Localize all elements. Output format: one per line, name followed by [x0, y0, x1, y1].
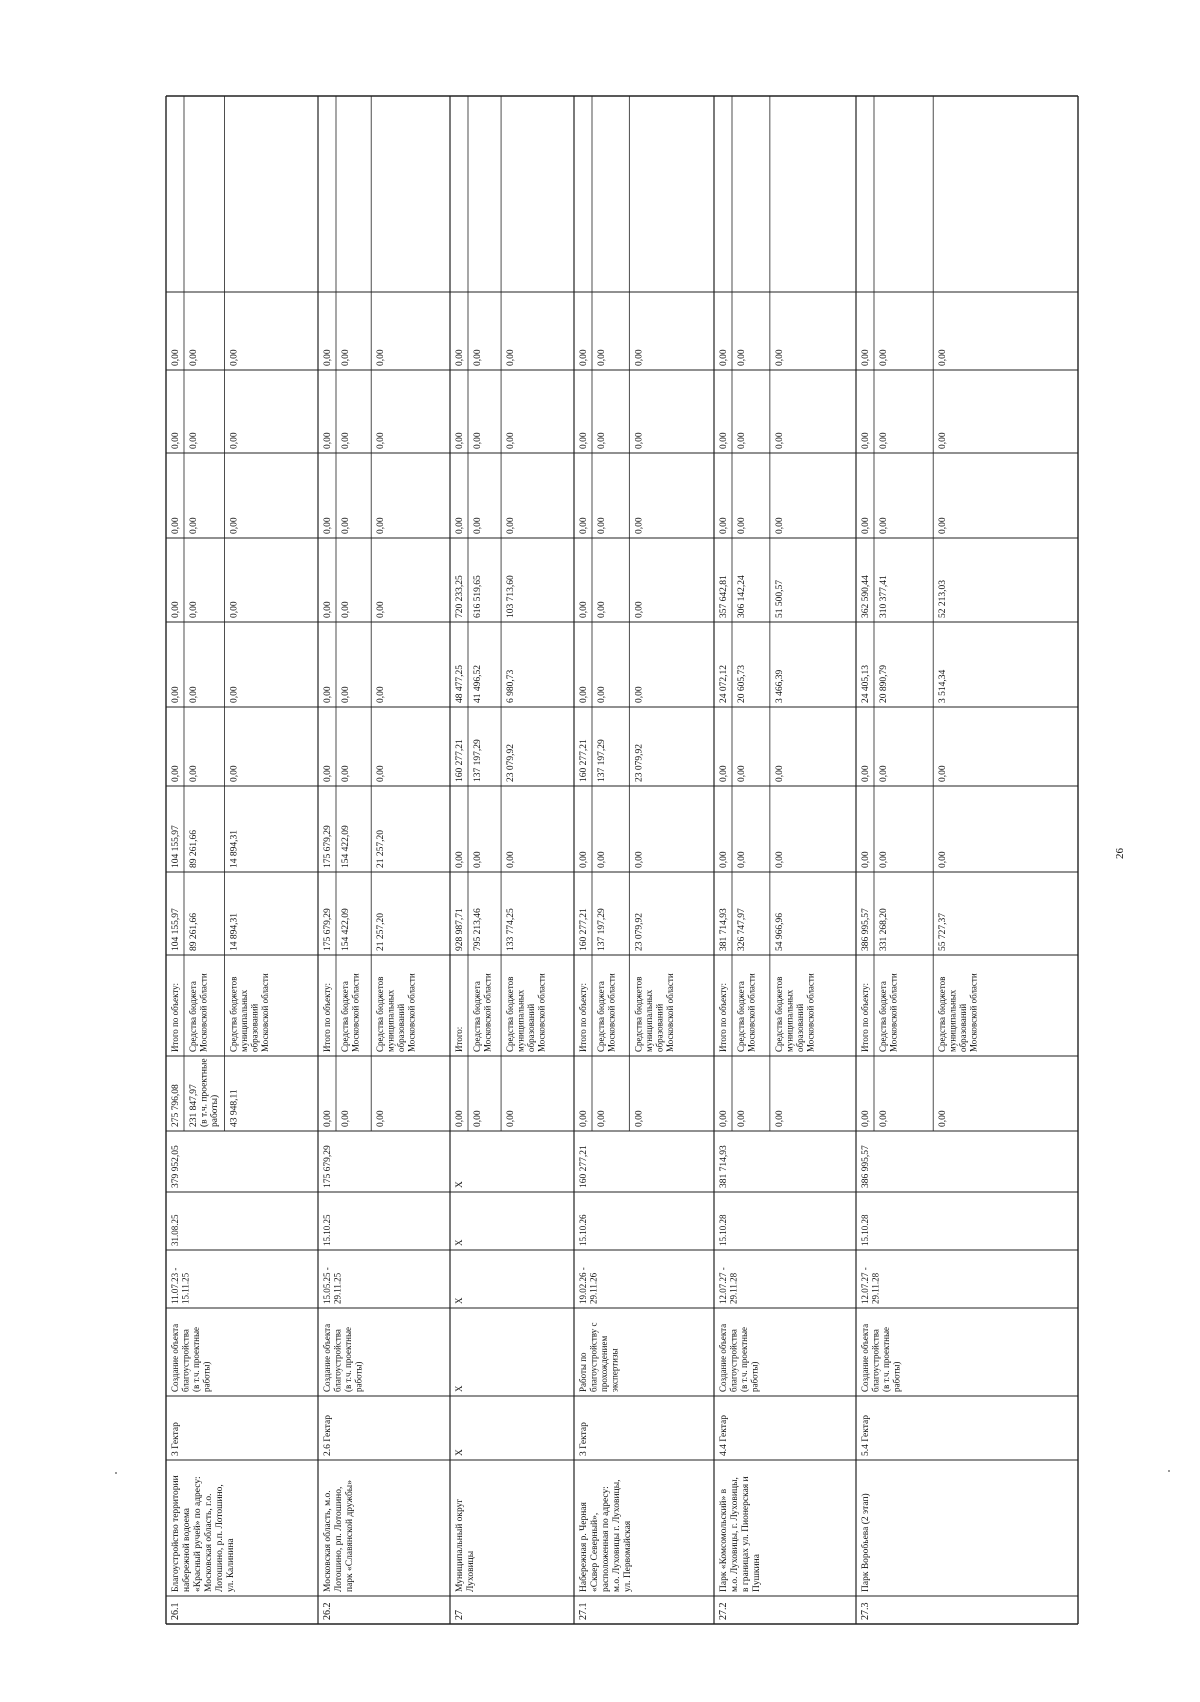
amount-cell: 0,00: [473, 517, 483, 534]
work-type: X: [454, 1385, 464, 1392]
price-limit: X: [455, 1181, 465, 1188]
amount-cell: 0,00: [323, 686, 333, 703]
work-type: Создание объектаблагоустройства(в т.ч. проектныеработы): [718, 1323, 760, 1392]
amount-cell: 14 894,31: [229, 830, 240, 868]
amount-cell: 103 713,60: [506, 575, 517, 618]
amount-cell: 24 405,13: [861, 665, 871, 703]
amount-cell: 23 079,92: [634, 744, 645, 782]
price-limit: 381 714,93: [719, 1145, 729, 1188]
work-type: Создание объектаблагоустройства(в т.ч. проектныеработы): [170, 1323, 212, 1392]
amount-cell: 362 590,44: [861, 575, 871, 618]
amount-cell: 160 277,21: [579, 908, 589, 951]
amount-cell: 23 079,92: [506, 744, 517, 782]
amount-cell: 616 519,65: [473, 575, 483, 618]
amount-cell: 310 377,41: [879, 575, 889, 618]
amount-cell: 0,00: [376, 517, 387, 534]
amount-cell: 55 727,37: [938, 913, 949, 951]
work-period: 12.07.27 -29.11.28: [860, 1267, 881, 1304]
amount-cell: 3 514,34: [938, 669, 949, 703]
amount-cell: 89 261,66: [189, 830, 199, 868]
amount-cell: 24 072,12: [719, 665, 729, 703]
funding-source: Средства бюджетовмуниципальныхобразованийМосковской области: [228, 973, 271, 1052]
amount-cell: 0,00: [634, 349, 645, 366]
amount-cell: 0,00: [323, 432, 333, 449]
price-limit: 386 995,57: [861, 1145, 871, 1188]
amount-cell: 0,00: [506, 432, 517, 449]
amount-cell: 0,00: [861, 517, 871, 534]
amount-cell: 0,00: [579, 601, 589, 618]
amount-cell: 0,00: [229, 601, 240, 618]
amount-cell: 0,00: [719, 432, 729, 449]
amount-cell: 0,00: [938, 517, 949, 534]
row-number: 27.1: [578, 1602, 589, 1620]
row-number: 26.1: [170, 1602, 181, 1620]
amount-cell: 0,00: [376, 601, 387, 618]
work-period: X: [454, 1297, 464, 1304]
amount-cell: 21 257,20: [376, 913, 387, 951]
amount-cell: 0,00: [879, 432, 889, 449]
amount-cell: 0,00: [506, 851, 517, 868]
amount-cell: 0,00: [634, 686, 645, 703]
budget-part-value: 0,00: [861, 1110, 871, 1127]
amount-cell: 0,00: [774, 432, 785, 449]
price-limit: 175 679,29: [323, 1145, 333, 1188]
object-name: Набережная р. Черная«Сквер Северный»,расположенная по адресу:м.о. Луховицы г. Луховицы,ул. Первомайская: [579, 1479, 633, 1592]
amount-cell: 0,00: [719, 517, 729, 534]
amount-cell: 0,00: [455, 349, 465, 366]
amount-cell: 0,00: [229, 349, 240, 366]
amount-cell: 0,00: [171, 432, 181, 449]
amount-cell: 0,00: [341, 686, 351, 703]
amount-cell: 0,00: [938, 851, 949, 868]
scan-speck: [1168, 1470, 1170, 1472]
deadline: 15.10.28: [718, 1214, 728, 1246]
amount-cell: 0,00: [341, 765, 351, 782]
amount-cell: 0,00: [597, 517, 607, 534]
budget-part-value: 0,00: [579, 1110, 589, 1127]
budget-part-value: 0,00: [719, 1110, 729, 1127]
amount-cell: 0,00: [376, 686, 387, 703]
price-limit: 379 952,05: [171, 1145, 181, 1188]
amount-cell: 0,00: [376, 349, 387, 366]
amount-cell: 0,00: [341, 432, 351, 449]
capacity: 3 Гектар: [171, 1422, 181, 1456]
budget-part-value: 0,00: [341, 1110, 351, 1127]
amount-cell: 0,00: [634, 517, 645, 534]
funding-source: Средства бюджетаМосковской области: [188, 973, 209, 1052]
amount-cell: 0,00: [189, 686, 199, 703]
amount-cell: 0,00: [171, 601, 181, 618]
funding-source: Средства бюджетовмуниципальныхобразованийМосковской области: [505, 973, 547, 1052]
capacity: X: [455, 1449, 465, 1456]
amount-cell: 0,00: [861, 432, 871, 449]
budget-part-value: 0,00: [506, 1110, 517, 1127]
deadline: 15.10.25: [322, 1214, 332, 1246]
funding-source: Средства бюджетовмуниципальныхобразованийМосковской области: [937, 973, 979, 1052]
amount-cell: 0,00: [579, 686, 589, 703]
amount-cell: 0,00: [861, 851, 871, 868]
row-number: 27.3: [860, 1602, 871, 1620]
funding-source: Средства бюджетаМосковской области: [736, 973, 757, 1052]
work-period: 12.07.27 -29.11.28: [718, 1267, 739, 1304]
deadline: 31.08.25: [170, 1214, 180, 1246]
amount-cell: 0,00: [189, 517, 199, 534]
amount-cell: 0,00: [938, 765, 949, 782]
amount-cell: 0,00: [506, 517, 517, 534]
amount-cell: 0,00: [473, 432, 483, 449]
budget-part-value: 0,00: [879, 1110, 889, 1127]
amount-cell: 0,00: [774, 517, 785, 534]
object-name: Парк «Комсомольский» вм.о. Луховицы, г. Луховицы,в границах ул. Пионерская иПушкина: [719, 1476, 762, 1592]
amount-cell: 48 477,25: [455, 665, 465, 703]
amount-cell: 6 980,73: [506, 669, 517, 703]
deadline: X: [454, 1239, 464, 1246]
work-type: Работы поблагоустройству спрохождениемэкспертизы: [578, 1322, 620, 1392]
amount-cell: 20 890,79: [879, 665, 889, 703]
amount-cell: 0,00: [879, 349, 889, 366]
amount-cell: 0,00: [341, 601, 351, 618]
amount-cell: 104 155,97: [171, 825, 181, 868]
amount-cell: 0,00: [579, 432, 589, 449]
amount-cell: 326 747,97: [737, 908, 747, 951]
amount-cell: 133 774,25: [506, 908, 517, 951]
amount-cell: 154 422,09: [341, 825, 351, 868]
amount-cell: 0,00: [171, 349, 181, 366]
amount-cell: 52 213,03: [938, 580, 949, 618]
amount-cell: 0,00: [861, 349, 871, 366]
amount-cell: 0,00: [879, 851, 889, 868]
amount-cell: 386 995,57: [861, 908, 871, 951]
amount-cell: 154 422,09: [341, 908, 351, 951]
object-name: Муниципальный округЛуховицы: [455, 1498, 476, 1592]
work-period: 19.02.26 -29.11.26: [578, 1267, 599, 1304]
amount-cell: 0,00: [171, 765, 181, 782]
amount-cell: 0,00: [579, 517, 589, 534]
amount-cell: 0,00: [189, 349, 199, 366]
amount-cell: 137 197,29: [597, 908, 607, 951]
funding-source: Средства бюджетовмуниципальныхобразованийМосковской области: [375, 973, 417, 1052]
work-period: 11.07.23 -15.11.25: [170, 1267, 191, 1304]
amount-cell: 0,00: [597, 349, 607, 366]
amount-cell: 0,00: [634, 601, 645, 618]
row-number: 27: [454, 1610, 465, 1620]
amount-cell: 0,00: [323, 517, 333, 534]
amount-cell: 0,00: [774, 851, 785, 868]
amount-cell: 54 966,96: [774, 913, 785, 951]
capacity: 5.4 Гектар: [861, 1415, 871, 1456]
amount-cell: 175 679,29: [323, 825, 333, 868]
amount-cell: 160 277,21: [455, 739, 465, 782]
object-name: Московская область, м.о.Лотошино, рп. Лотошино,парк «Славянской дружбы»: [323, 1480, 355, 1592]
amount-cell: 331 268,20: [879, 908, 889, 951]
funding-source: Средства бюджетаМосковской области: [596, 973, 617, 1052]
budget-part-value: 0,00: [737, 1110, 747, 1127]
amount-cell: 0,00: [737, 432, 747, 449]
amount-cell: 0,00: [189, 765, 199, 782]
amount-cell: 0,00: [737, 765, 747, 782]
amount-cell: 0,00: [376, 765, 387, 782]
funding-source: Средства бюджетаМосковской области: [878, 973, 899, 1052]
amount-cell: 0,00: [229, 432, 240, 449]
funding-source: Итого по объекту:: [322, 982, 332, 1052]
amount-cell: 306 142,24: [737, 575, 747, 618]
amount-cell: 0,00: [376, 432, 387, 449]
amount-cell: 0,00: [719, 851, 729, 868]
object-name: Благоустройство территориинабережной водоема«Красный ручей» по адресу:Московская область, г.о.Лотошино, р.п. Лотошино,ул. Калинина: [171, 1475, 236, 1592]
amount-cell: 0,00: [171, 686, 181, 703]
amount-cell: 0,00: [473, 851, 483, 868]
amount-cell: 0,00: [634, 851, 645, 868]
amount-cell: 0,00: [455, 517, 465, 534]
amount-cell: 21 257,20: [376, 830, 387, 868]
amount-cell: 720 233,25: [455, 575, 465, 618]
budget-part-value: 0,00: [774, 1110, 785, 1127]
amount-cell: 0,00: [189, 432, 199, 449]
amount-cell: 0,00: [579, 851, 589, 868]
amount-cell: 137 197,29: [597, 739, 607, 782]
amount-cell: 0,00: [455, 432, 465, 449]
capacity: 4.4 Гектар: [719, 1415, 729, 1456]
amount-cell: 0,00: [579, 349, 589, 366]
funding-source: Средства бюджетаМосковской области: [472, 973, 493, 1052]
amount-cell: 795 213,46: [473, 908, 483, 951]
deadline: 15.10.26: [578, 1214, 588, 1246]
amount-cell: 41 496,52: [473, 665, 483, 703]
amount-cell: 0,00: [229, 517, 240, 534]
funding-source: Итого по объекту:: [860, 982, 870, 1052]
budget-part-value: 0,00: [634, 1110, 645, 1127]
budget-part-value: 0,00: [323, 1110, 333, 1127]
row-number: 26.2: [322, 1602, 333, 1620]
amount-cell: 0,00: [861, 765, 871, 782]
amount-cell: 0,00: [879, 517, 889, 534]
page-number: 26: [1114, 848, 1126, 859]
amount-cell: 104 155,97: [171, 908, 181, 951]
budget-part-value: 0,00: [938, 1110, 949, 1127]
amount-cell: 357 642,81: [719, 575, 729, 618]
amount-cell: 0,00: [597, 686, 607, 703]
amount-cell: 0,00: [879, 765, 889, 782]
amount-cell: 0,00: [634, 432, 645, 449]
amount-cell: 381 714,93: [719, 908, 729, 951]
budget-part-value: 0,00: [376, 1110, 387, 1127]
funding-source: Средства бюджетаМосковской области: [340, 973, 361, 1052]
budget-part-value: 0,00: [473, 1110, 483, 1127]
amount-cell: 0,00: [597, 432, 607, 449]
amount-cell: 0,00: [229, 765, 240, 782]
capacity: 2.6 Гектар: [323, 1415, 333, 1456]
budget-part-value: 231 847,97(в т.ч. проектныеработы): [189, 1058, 220, 1127]
amount-cell: 0,00: [938, 432, 949, 449]
amount-cell: 0,00: [719, 765, 729, 782]
amount-cell: 23 079,92: [634, 913, 645, 951]
amount-cell: 0,00: [323, 349, 333, 366]
amount-cell: 0,00: [323, 765, 333, 782]
object-name: Парк Воробьева (2 этап): [861, 1493, 871, 1592]
budget-part-value: 275 796,08: [171, 1084, 181, 1127]
amount-cell: 0,00: [189, 601, 199, 618]
amount-cell: 0,00: [323, 601, 333, 618]
amount-cell: 0,00: [774, 765, 785, 782]
price-limit: 160 277,21: [579, 1145, 589, 1188]
amount-cell: 89 261,66: [189, 913, 199, 951]
funding-source: Средства бюджетовмуниципальныхобразованийМосковской области: [633, 973, 675, 1052]
work-type: Создание объектаблагоустройства(в т.ч. проектныеработы): [860, 1323, 902, 1392]
table-group: [166, 96, 1078, 1624]
scan-speck: [115, 1472, 117, 1474]
funding-source: Итого по объекту:: [718, 982, 728, 1052]
funding-source: Средства бюджетовмуниципальныхобразованийМосковской области: [773, 973, 816, 1052]
row-number: 27.2: [718, 1602, 729, 1620]
work-period: 15.05.25 -29.11.25: [322, 1267, 343, 1304]
funding-source: Итого по объекту:: [578, 982, 588, 1052]
amount-cell: 0,00: [719, 349, 729, 366]
capacity: 3 Гектар: [579, 1422, 589, 1456]
amount-cell: 0,00: [597, 601, 607, 618]
amount-cell: 137 197,29: [473, 739, 483, 782]
amount-cell: 175 679,29: [323, 908, 333, 951]
amount-cell: 14 894,31: [229, 913, 240, 951]
amount-cell: 0,00: [341, 349, 351, 366]
work-type: Создание объектаблагоустройства(в т.ч. проектныеработы): [322, 1323, 364, 1392]
amount-cell: 0,00: [774, 349, 785, 366]
amount-cell: 0,00: [506, 349, 517, 366]
amount-cell: 0,00: [737, 517, 747, 534]
amount-cell: 160 277,21: [579, 739, 589, 782]
amount-cell: 0,00: [171, 517, 181, 534]
funding-source: Итого:: [454, 1026, 464, 1052]
amount-cell: 3 466,39: [774, 669, 785, 703]
deadline: 15.10.28: [860, 1214, 870, 1246]
budget-part-value: 43 948,11: [229, 1089, 240, 1127]
amount-cell: 0,00: [229, 686, 240, 703]
amount-cell: 0,00: [737, 349, 747, 366]
amount-cell: 0,00: [597, 851, 607, 868]
amount-cell: 0,00: [737, 851, 747, 868]
funding-source: Итого по объекту:: [170, 982, 180, 1052]
amount-cell: 0,00: [473, 349, 483, 366]
amount-cell: 20 605,73: [737, 665, 747, 703]
amount-cell: 51 500,57: [774, 580, 785, 618]
budget-part-value: 0,00: [597, 1110, 607, 1127]
amount-cell: 0,00: [455, 851, 465, 868]
amount-cell: 0,00: [938, 349, 949, 366]
amount-cell: 928 987,71: [455, 908, 465, 951]
budget-part-value: 0,00: [455, 1110, 465, 1127]
amount-cell: 0,00: [341, 517, 351, 534]
